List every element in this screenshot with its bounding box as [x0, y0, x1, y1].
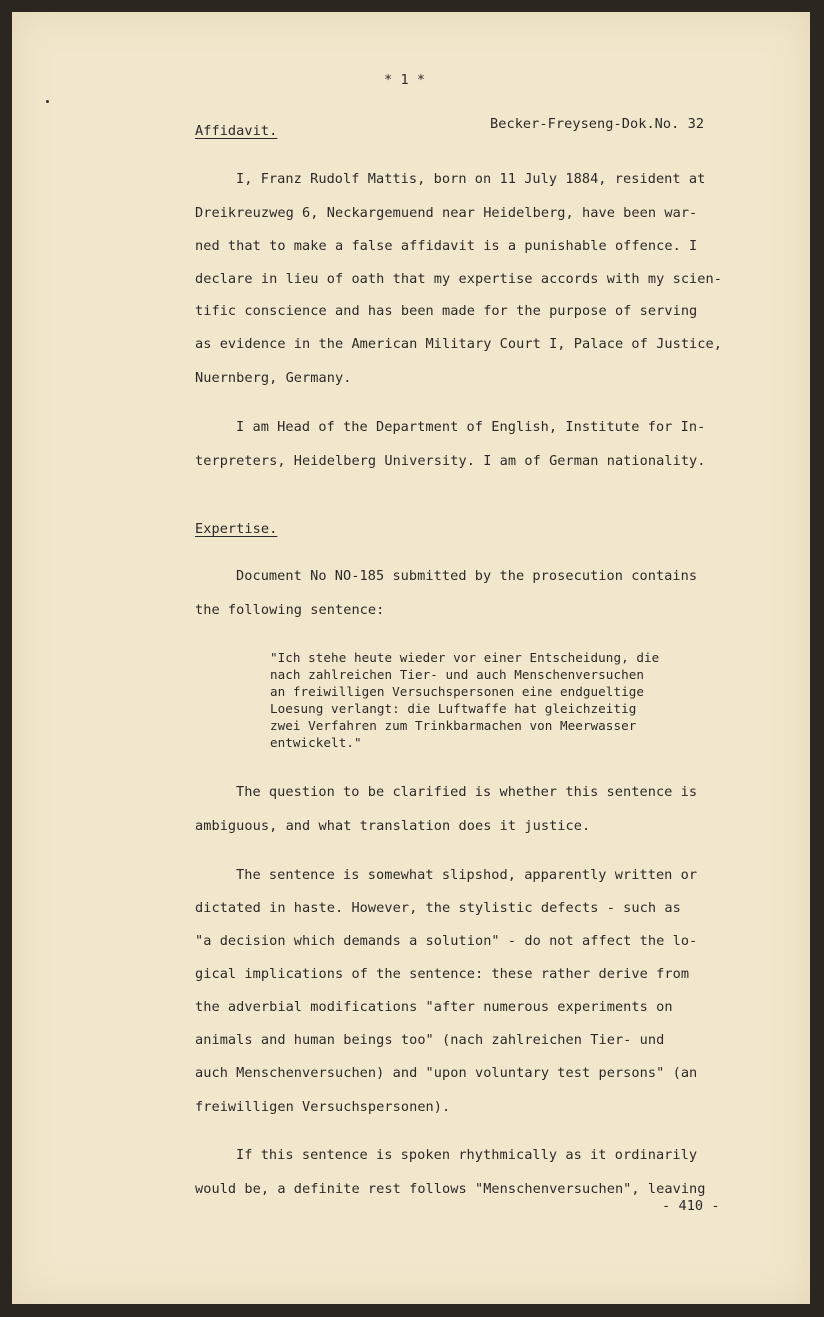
- head-line: I am Head of the Department of English, Institute for In-: [236, 419, 706, 435]
- heading-affidavit: Affidavit.: [195, 123, 278, 139]
- slipshod-line: freiwilligen Versuchspersonen).: [195, 1099, 451, 1115]
- affidavit-line: I, Franz Rudolf Mattis, born on 11 July 1884, resident at: [236, 171, 706, 187]
- quote-line: entwickelt.": [270, 735, 362, 750]
- question-line: ambiguous, and what translation does it justice.: [195, 818, 591, 834]
- slipshod-line: animals and human beings too" (nach zahlreichen Tier- und: [195, 1032, 665, 1048]
- quote-line: Loesung verlangt: die Luftwaffe hat gleichzeitig: [270, 701, 637, 716]
- head-line: terpreters, Heidelberg University. I am of German nationality.: [195, 453, 706, 469]
- doc-reference: Becker-Freyseng-Dok.No. 32: [490, 116, 705, 132]
- paper-speck: [46, 100, 49, 103]
- quote-line: nach zahlreichen Tier- und auch Menschenversuchen: [270, 667, 644, 682]
- quote-line: "Ich stehe heute wieder vor einer Entscheidung, die: [270, 650, 660, 665]
- affidavit-line: Dreikreuzweg 6, Neckargemuend near Heidelberg, have been war-: [195, 205, 698, 221]
- document-page: [12, 12, 810, 1304]
- slipshod-line: gical implications of the sentence: these rather derive from: [195, 966, 690, 982]
- document-line: the following sentence:: [195, 602, 385, 618]
- slipshod-line: The sentence is somewhat slipshod, apparently written or: [236, 867, 698, 883]
- heading-expertise: Expertise.: [195, 521, 278, 537]
- slipshod-line: dictated in haste. However, the stylistic defects - such as: [195, 900, 681, 916]
- rhythm-line: If this sentence is spoken rhythmically as it ordinarily: [236, 1147, 698, 1163]
- affidavit-line: declare in lieu of oath that my expertise accords with my scien-: [195, 271, 722, 287]
- document-line: Document No NO-185 submitted by the prosecution contains: [236, 568, 698, 584]
- slipshod-line: "a decision which demands a solution" - do not affect the lo-: [195, 933, 698, 949]
- affidavit-line: tific conscience and has been made for the purpose of serving: [195, 303, 698, 319]
- affidavit-line: Nuernberg, Germany.: [195, 370, 352, 386]
- quote-line: an freiwilligen Versuchspersonen eine endgueltige: [270, 684, 644, 699]
- rhythm-line: would be, a definite rest follows "Menschenversuchen", leaving: [195, 1181, 706, 1197]
- slipshod-line: auch Menschenversuchen) and "upon voluntary test persons" (an: [195, 1065, 698, 1081]
- question-line: The question to be clarified is whether this sentence is: [236, 784, 698, 800]
- slipshod-line: the adverbial modifications "after numerous experiments on: [195, 999, 673, 1015]
- page-number: - 410 -: [662, 1198, 720, 1214]
- affidavit-line: as evidence in the American Military Court I, Palace of Justice,: [195, 336, 722, 352]
- affidavit-line: ned that to make a false affidavit is a punishable offence. I: [195, 238, 698, 254]
- page-marker: * 1 *: [384, 72, 426, 88]
- quote-line: zwei Verfahren zum Trinkbarmachen von Meerwasser: [270, 718, 637, 733]
